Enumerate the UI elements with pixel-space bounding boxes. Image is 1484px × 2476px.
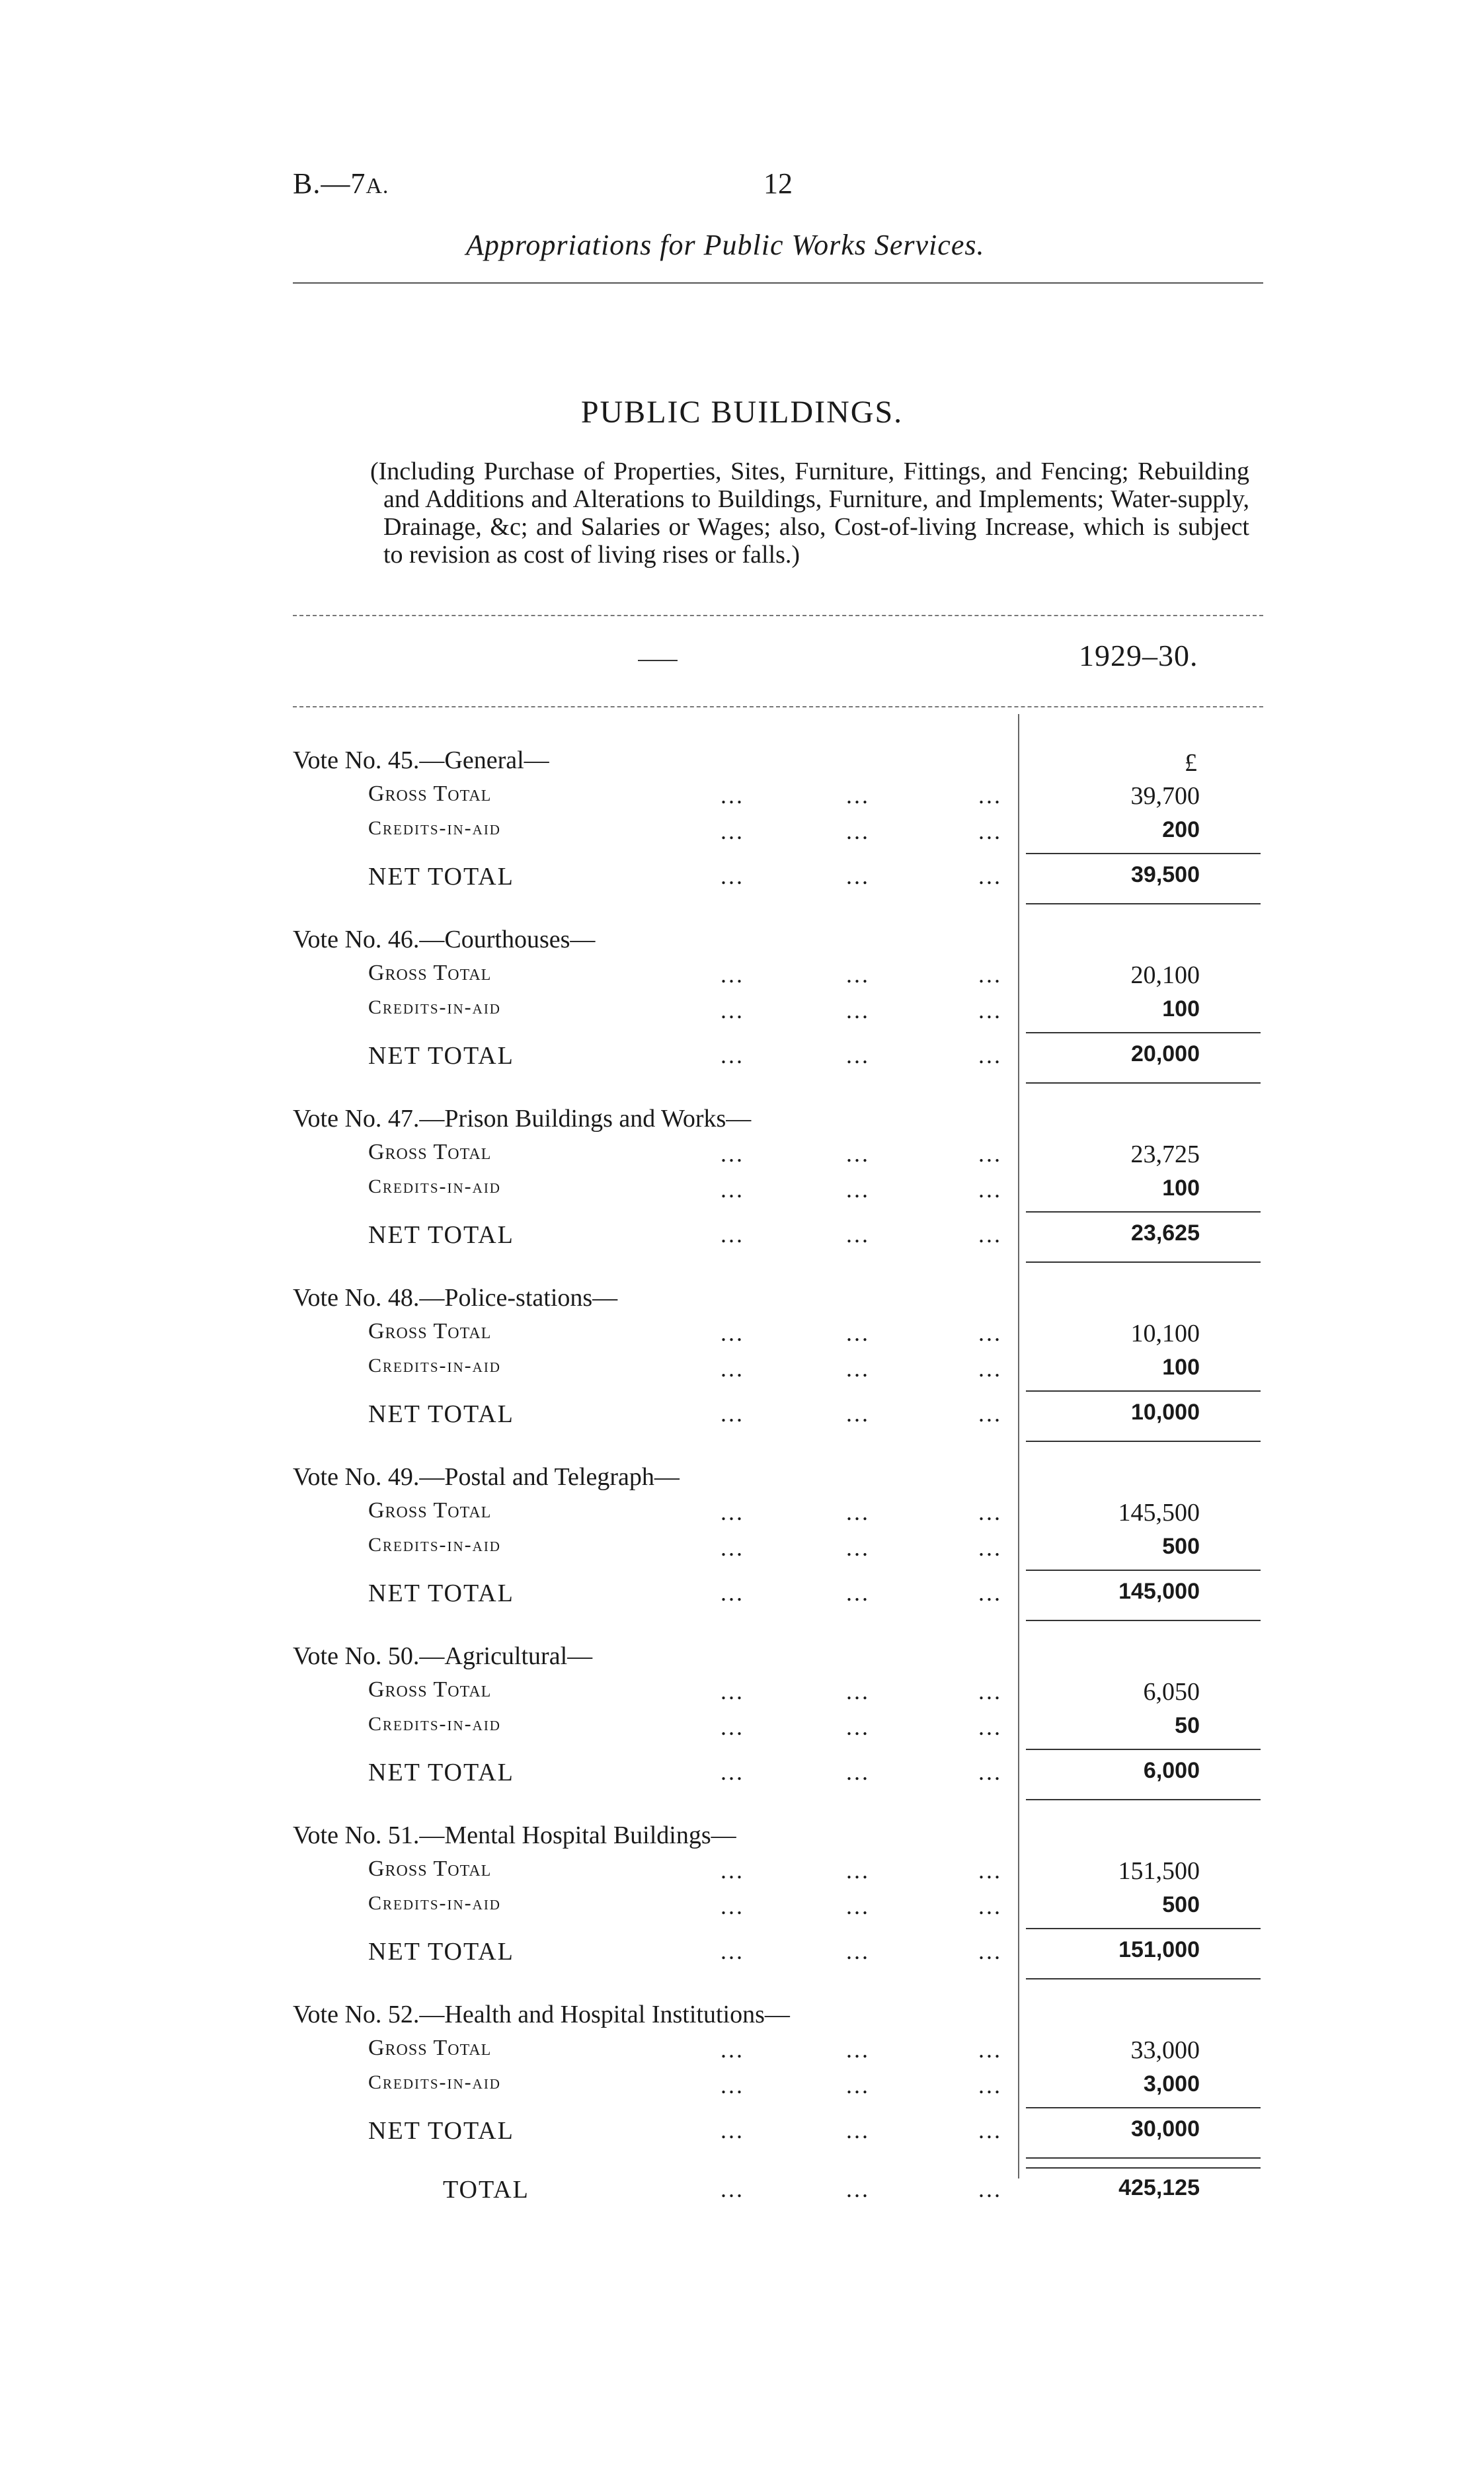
net-total-row (0, 1400, 1484, 1434)
gross-total-label: Gross Total (368, 961, 492, 985)
year-column-header: 1929–30. (1079, 639, 1198, 672)
vote-heading-row (0, 746, 1484, 780)
gross-total-label: Gross Total (368, 1677, 492, 1702)
gross-total-value: 6,050 (1143, 1678, 1200, 1706)
gross-total-value: 39,700 (1130, 782, 1200, 810)
net-total-label: NET TOTAL (368, 1759, 514, 1786)
leader-dots: ... (721, 1140, 744, 1167)
net-total-label: NET TOTAL (368, 1042, 514, 1070)
page-subtitle: Appropriations for Public Works Services. (466, 229, 985, 261)
net-total-row (0, 1041, 1484, 1076)
vote-heading-row (0, 1462, 1484, 1497)
leader-dots: ... (978, 1221, 1002, 1248)
gross-total-row (0, 1857, 1484, 1891)
net-total-row (0, 1220, 1484, 1255)
leader-dots: ... (846, 1893, 870, 1919)
credits-in-aid-row (0, 817, 1484, 852)
leader-dots: ... (978, 1938, 1002, 1964)
leader-dots: ... (846, 2072, 870, 2098)
credits-in-aid-label: Credits-in-aid (368, 2071, 501, 2093)
credits-in-aid-label: Credits-in-aid (368, 1892, 501, 1914)
leader-dots: ... (721, 1535, 744, 1561)
net-total-value: 6,000 (1143, 1758, 1200, 1783)
leader-dots: ... (978, 1714, 1002, 1740)
leader-dots: ... (846, 1320, 870, 1346)
gross-total-row (0, 1677, 1484, 1712)
leader-dots: ... (978, 1499, 1002, 1525)
vote-title: Vote No. 47.—Prison Buildings and Works— (293, 1105, 752, 1133)
gross-total-value: 10,100 (1130, 1320, 1200, 1347)
vote-title: Vote No. 45.—General— (293, 746, 549, 774)
document-reference-prefix: B.—7 (293, 167, 366, 200)
leader-dots: ... (846, 1355, 870, 1382)
leader-dots: ... (978, 1140, 1002, 1167)
leader-dots: ... (846, 1042, 870, 1068)
net-total-bottom-rule (1026, 1799, 1261, 1800)
leader-dots: ... (846, 1857, 870, 1884)
leader-dots: ... (721, 1714, 744, 1740)
table-top-rule (293, 615, 1263, 616)
vote-heading-row (0, 1642, 1484, 1676)
leader-dots: ... (721, 961, 744, 988)
gross-total-row (0, 1498, 1484, 1533)
credits-in-aid-row (0, 1176, 1484, 1210)
gross-total-row (0, 1140, 1484, 1174)
vote-title: Vote No. 50.—Agricultural— (293, 1642, 593, 1670)
leader-dots: ... (721, 1400, 744, 1427)
net-total-label: NET TOTAL (368, 1938, 514, 1966)
leader-dots: ... (978, 1355, 1002, 1382)
net-total-value: 151,000 (1118, 1937, 1200, 1962)
leader-dots: ... (846, 1938, 870, 1964)
grand-total-value: 425,125 (1118, 2175, 1200, 2200)
leader-dots: ... (846, 961, 870, 988)
net-total-bottom-rule (1026, 1620, 1261, 1621)
net-total-bottom-rule (1026, 2157, 1261, 2159)
net-total-top-rule (1026, 1032, 1261, 1033)
leader-dots: ... (846, 1714, 870, 1740)
leader-dots: ... (721, 1579, 744, 1606)
leader-dots: ... (846, 782, 870, 809)
gross-total-value: 20,100 (1130, 961, 1200, 989)
vote-title: Vote No. 51.—Mental Hospital Buildings— (293, 1821, 736, 1849)
leader-dots: ... (978, 818, 1002, 844)
vote-heading-row (0, 1104, 1484, 1138)
leader-dots: ... (978, 961, 1002, 988)
leader-dots: ... (978, 782, 1002, 809)
leader-dots: ... (846, 2036, 870, 2063)
leader-dots: ... (721, 1893, 744, 1919)
net-total-bottom-rule (1026, 1441, 1261, 1442)
credits-in-aid-row (0, 1355, 1484, 1389)
header-rule (293, 282, 1263, 284)
leader-dots: ... (978, 1042, 1002, 1068)
leader-dots: ... (846, 1579, 870, 1606)
credits-in-aid-label: Credits-in-aid (368, 1355, 501, 1377)
leader-dots: ... (721, 2036, 744, 2063)
vote-heading-row (0, 1283, 1484, 1318)
leader-dots: ... (721, 1938, 744, 1964)
gross-total-value: 33,000 (1130, 2036, 1200, 2064)
leader-dots: ... (721, 1221, 744, 1248)
leader-dots: ... (721, 1759, 744, 1785)
net-total-row (0, 1579, 1484, 1613)
net-total-label: NET TOTAL (368, 1579, 514, 1607)
credits-in-aid-row (0, 1713, 1484, 1747)
credits-in-aid-row (0, 1534, 1484, 1568)
gross-total-value: 145,500 (1118, 1499, 1200, 1527)
net-total-value: 30,000 (1131, 2116, 1200, 2141)
leader-dots: ... (846, 1400, 870, 1427)
leader-dots: ... (978, 1759, 1002, 1785)
vote-title: Vote No. 46.—Courthouses— (293, 926, 596, 953)
net-total-value: 23,625 (1131, 1220, 1200, 1246)
leader-dots: ... (978, 2072, 1002, 2098)
leader-dots: ... (721, 1176, 744, 1203)
leader-dots: ... (978, 2117, 1002, 2143)
grand-total-row (0, 2175, 1484, 2210)
leader-dots: ... (846, 1221, 870, 1248)
credits-in-aid-value: 50 (1175, 1713, 1200, 1738)
gross-total-label: Gross Total (368, 781, 492, 806)
credits-in-aid-value: 3,000 (1143, 2071, 1200, 2097)
section-title: PUBLIC BUILDINGS. (580, 395, 904, 430)
gross-total-label: Gross Total (368, 1319, 492, 1343)
leader-dots: ... (721, 2072, 744, 2098)
net-total-top-rule (1026, 1928, 1261, 1929)
leader-dots: ... (978, 1678, 1002, 1704)
net-total-row (0, 1937, 1484, 1972)
leader-dots: ... (978, 1400, 1002, 1427)
leader-dots: ... (721, 2117, 744, 2143)
net-total-row (0, 862, 1484, 897)
net-total-value: 39,500 (1131, 862, 1200, 887)
net-total-bottom-rule (1026, 1978, 1261, 1979)
leader-dots: ... (978, 1535, 1002, 1561)
gross-total-value: 23,725 (1130, 1140, 1200, 1168)
leader-dots: ... (721, 1857, 744, 1884)
page-number: 12 (763, 167, 793, 200)
credits-in-aid-value: 500 (1162, 1534, 1200, 1559)
gross-total-row (0, 781, 1484, 816)
leader-dots: ... (978, 1176, 1002, 1203)
credits-in-aid-label: Credits-in-aid (368, 1713, 501, 1735)
credits-in-aid-value: 500 (1162, 1892, 1200, 1917)
credits-in-aid-value: 100 (1162, 996, 1200, 1021)
document-reference (293, 167, 389, 200)
leader-dots: ... (846, 1176, 870, 1203)
net-total-value: 10,000 (1131, 1400, 1200, 1425)
net-total-label: NET TOTAL (368, 1400, 514, 1428)
table-header-rule (293, 706, 1263, 707)
gross-total-label: Gross Total (368, 1140, 492, 1164)
net-total-row (0, 2116, 1484, 2151)
credits-in-aid-label: Credits-in-aid (368, 1534, 501, 1556)
description-column-dash (638, 660, 678, 661)
leader-dots: ... (721, 818, 744, 844)
vote-title: Vote No. 52.—Health and Hospital Institutions— (293, 2001, 790, 2028)
leader-dots: ... (978, 1893, 1002, 1919)
credits-in-aid-row (0, 1892, 1484, 1927)
net-total-label: NET TOTAL (368, 2117, 514, 2145)
leader-dots: ... (721, 1355, 744, 1382)
credits-in-aid-value: 100 (1162, 1355, 1200, 1380)
leader-dots: ... (978, 997, 1002, 1023)
leader-dots: ... (846, 1759, 870, 1785)
net-total-bottom-rule (1026, 1261, 1261, 1263)
net-total-label: NET TOTAL (368, 863, 514, 891)
leader-dots: ... (978, 1579, 1002, 1606)
gross-total-row (0, 2036, 1484, 2070)
grand-total-label: TOTAL (443, 2176, 529, 2204)
vote-title: Vote No. 48.—Police-stations— (293, 1284, 618, 1312)
gross-total-label: Gross Total (368, 2036, 492, 2060)
gross-total-row (0, 1319, 1484, 1353)
leader-dots: ... (978, 2176, 1002, 2202)
vote-title: Vote No. 49.—Postal and Telegraph— (293, 1463, 680, 1491)
leader-dots: ... (846, 1535, 870, 1561)
net-total-top-rule (1026, 1211, 1261, 1213)
net-total-top-rule (1026, 853, 1261, 854)
leader-dots: ... (846, 997, 870, 1023)
net-total-top-rule (1026, 1749, 1261, 1750)
net-total-top-rule (1026, 2107, 1261, 2108)
net-total-bottom-rule (1026, 903, 1261, 904)
leader-dots: ... (846, 1499, 870, 1525)
leader-dots: ... (978, 863, 1002, 889)
gross-total-value: 151,500 (1118, 1857, 1200, 1885)
leader-dots: ... (721, 1042, 744, 1068)
credits-in-aid-value: 100 (1162, 1176, 1200, 1201)
net-total-top-rule (1026, 1570, 1261, 1571)
net-total-value: 20,000 (1131, 1041, 1200, 1066)
leader-dots: ... (846, 818, 870, 844)
gross-total-label: Gross Total (368, 1498, 492, 1523)
leader-dots: ... (721, 863, 744, 889)
leader-dots: ... (846, 1140, 870, 1167)
leader-dots: ... (721, 1320, 744, 1346)
net-total-top-rule (1026, 1390, 1261, 1392)
leader-dots: ... (846, 1678, 870, 1704)
leader-dots: ... (721, 1678, 744, 1704)
leader-dots: ... (846, 2117, 870, 2143)
credits-in-aid-label: Credits-in-aid (368, 817, 501, 839)
leader-dots: ... (978, 1320, 1002, 1346)
leader-dots: ... (978, 2036, 1002, 2063)
net-total-label: NET TOTAL (368, 1221, 514, 1249)
section-intro: (Including Purchase of Properties, Sites, Furniture, Fittings, and Fencing; Rebuilding and Additions and Alterations to Buildings, Furniture, and Implements; Water-supply, Drainage, &c; and Salaries or Wages; also, Cost-of-living Increase, which is subject to revision as cost of living rises or falls.) (370, 458, 1249, 569)
net-total-value: 145,000 (1118, 1579, 1200, 1604)
leader-dots: ... (846, 863, 870, 889)
leader-dots: ... (721, 2176, 744, 2202)
document-reference-suffix: A. (366, 174, 389, 198)
vote-heading-row (0, 1821, 1484, 1855)
credits-in-aid-row (0, 2071, 1484, 2106)
vote-heading-row (0, 2000, 1484, 2034)
vote-heading-row (0, 925, 1484, 959)
leader-dots: ... (721, 997, 744, 1023)
gross-total-label: Gross Total (368, 1857, 492, 1881)
net-total-row (0, 1758, 1484, 1792)
gross-total-row (0, 961, 1484, 995)
credits-in-aid-row (0, 996, 1484, 1031)
net-total-bottom-rule (1026, 1082, 1261, 1084)
leader-dots: ... (721, 782, 744, 809)
leader-dots: ... (721, 1499, 744, 1525)
leader-dots: ... (846, 2176, 870, 2202)
credits-in-aid-label: Credits-in-aid (368, 1176, 501, 1197)
currency-symbol: £ (1185, 749, 1197, 777)
credits-in-aid-value: 200 (1162, 817, 1200, 842)
leader-dots: ... (978, 1857, 1002, 1884)
credits-in-aid-label: Credits-in-aid (368, 996, 501, 1018)
grand-total-rule (1026, 2167, 1261, 2169)
